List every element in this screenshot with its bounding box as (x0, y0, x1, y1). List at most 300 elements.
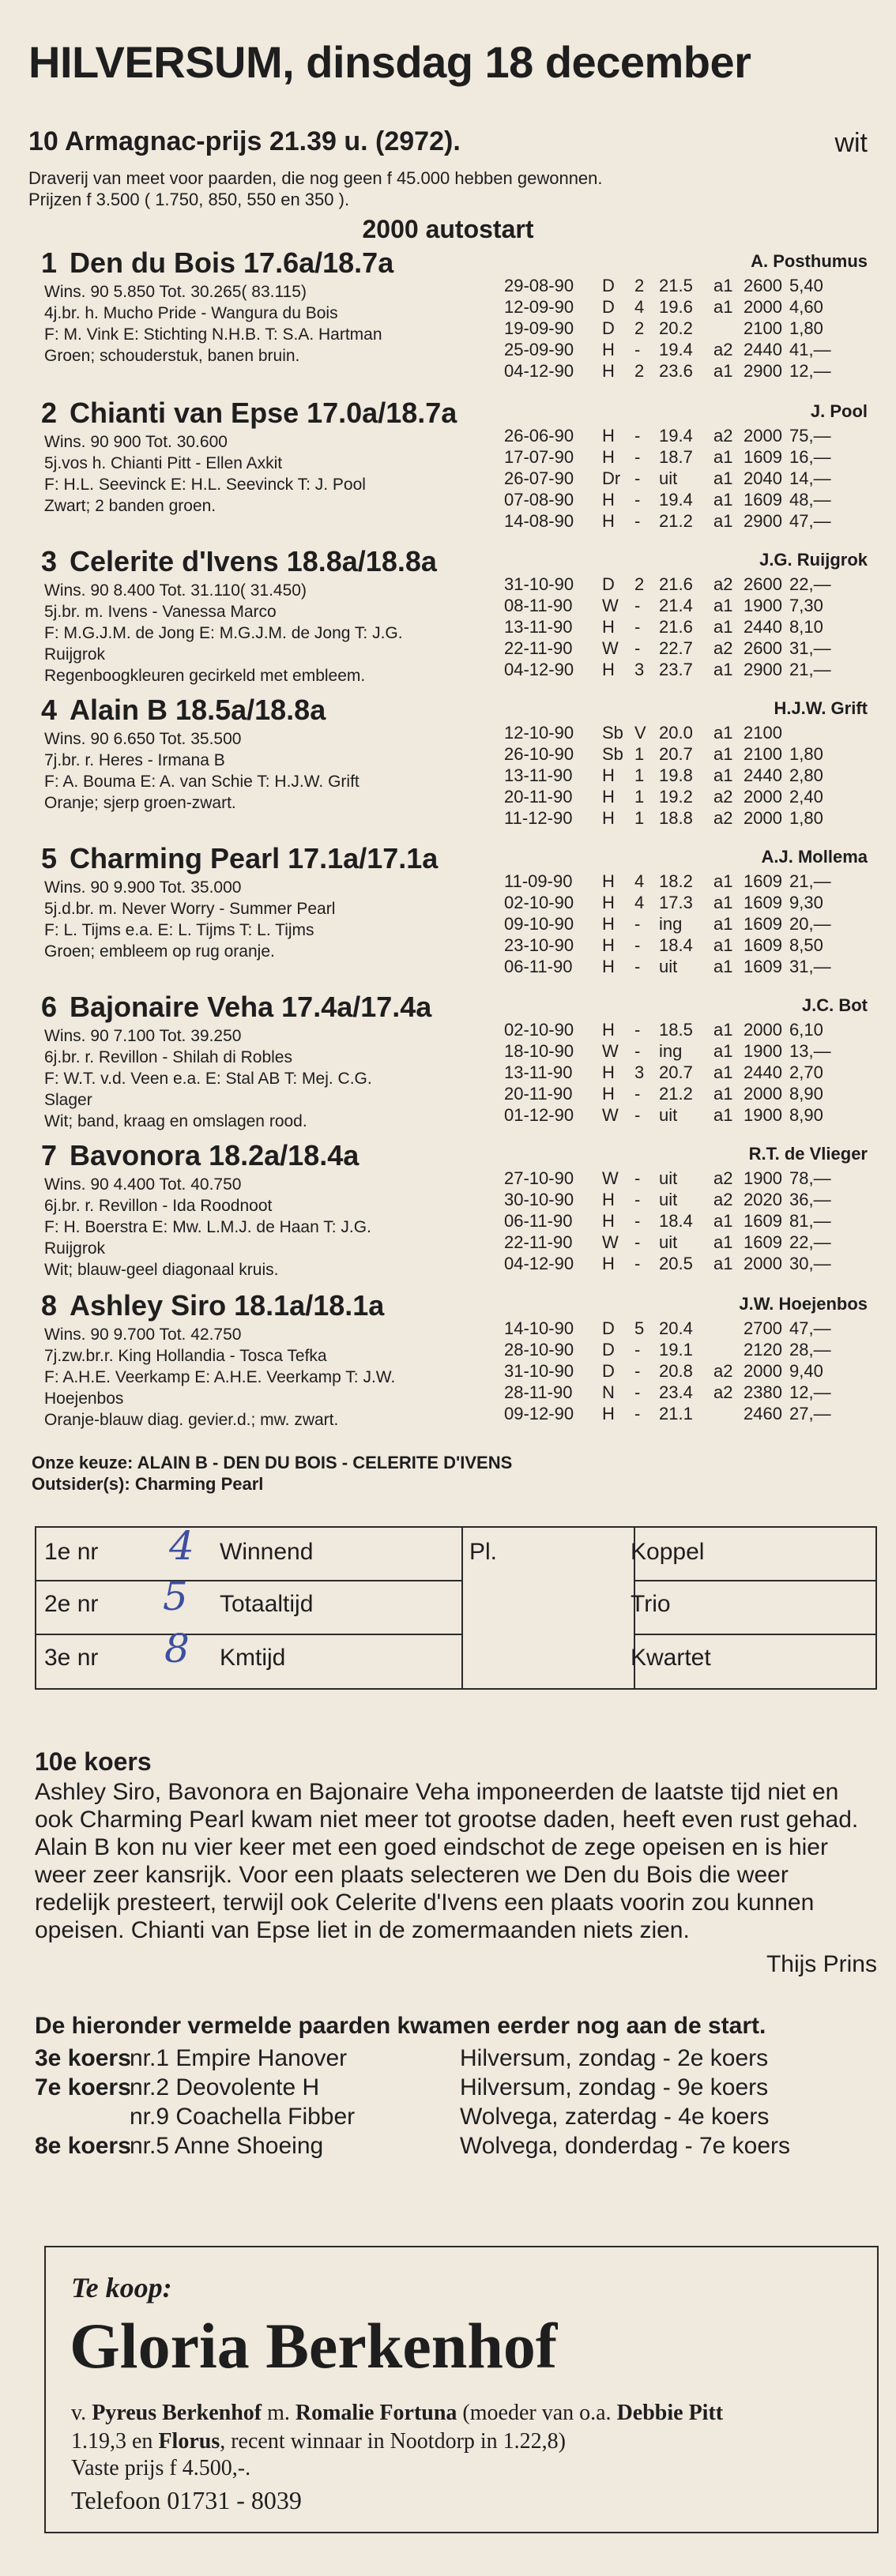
horse-info (44, 1324, 495, 1431)
horse-number: 1 (41, 246, 58, 279)
run-track: H (602, 893, 615, 912)
run-place: V (634, 723, 646, 743)
run-place: - (634, 340, 641, 359)
run-time: 20.7 (659, 1062, 693, 1082)
run-prize: 9,30 (789, 893, 823, 912)
horse-wins: Wins. 90 9.900 Tot. 35.000 (44, 878, 242, 897)
run-track: H (602, 511, 615, 531)
horse-colors: Wit; blauw-geel diagonaal kruis. (44, 1261, 279, 1279)
run-date: 18-10-90 (504, 1041, 574, 1061)
ad-sire: Pyreus Berkenhof (92, 2401, 262, 2425)
run-track: D (602, 318, 615, 338)
ad-horse-name: Gloria Berkenhof (70, 2310, 558, 2382)
horse-owner-1: F: M. Vink E: Stichting N.H.B. T: S.A. Hartman (44, 325, 382, 344)
horse-info (44, 1025, 495, 1132)
horse-breeding: 5j.vos h. Chianti Pitt - Ellen Axkit (44, 454, 283, 472)
horse-wins: Wins. 90 6.650 Tot. 35.500 (44, 730, 242, 748)
earlier-race: 7e koers (35, 2074, 131, 2100)
run-track: H (602, 787, 615, 807)
horse-info (44, 281, 495, 367)
run-date: 23-10-90 (504, 935, 574, 955)
run-date: 19-09-90 (504, 318, 574, 338)
horse-info (44, 1174, 495, 1280)
horse-owner-2: Hoejenbos (44, 1390, 124, 1408)
run-cls: a1 (713, 1020, 733, 1040)
ad-text: , recent winnaar in Nootdorp in 1.22,8) (220, 2429, 566, 2454)
horse-wins: Wins. 90 900 Tot. 30.600 (44, 433, 228, 451)
run-time: uit (659, 957, 678, 976)
run-cls: a2 (713, 1361, 733, 1381)
run-time: 20.8 (659, 1361, 693, 1381)
picks (32, 1452, 512, 1495)
run-dist: 1609 (744, 1232, 782, 1252)
run-track: H (602, 871, 615, 891)
run-place: - (634, 490, 641, 510)
run-place: 1 (634, 744, 645, 764)
run-date: 09-10-90 (504, 914, 574, 934)
run-time: 21.6 (659, 617, 693, 637)
run-prize: 5,40 (789, 276, 823, 295)
run-cls: a1 (713, 1041, 733, 1061)
run-time: 18.2 (659, 871, 693, 891)
run-track: H (602, 1020, 615, 1040)
run-date: 20-11-90 (504, 1084, 573, 1104)
run-place: 4 (634, 297, 645, 317)
run-cls: a2 (713, 426, 733, 446)
run-track: H (602, 1084, 615, 1104)
run-place: - (634, 511, 641, 531)
run-track: H (602, 447, 615, 467)
grid-divider (634, 1634, 875, 1635)
run-cls: a1 (713, 468, 733, 488)
run-place: 1 (634, 787, 645, 807)
run-place: - (634, 617, 641, 637)
run-dist: 2000 (744, 1020, 782, 1040)
run-dist: 2900 (744, 361, 782, 381)
outsider-label: Outsider(s): (32, 1474, 130, 1494)
article-heading: 10e koers (35, 1747, 152, 1776)
ad-offspring: Florus (158, 2429, 220, 2454)
grid-divider (461, 1528, 463, 1688)
run-time: ing (659, 1041, 683, 1061)
bet-type-label: Koppel (631, 1539, 705, 1565)
run-date: 01-12-90 (504, 1105, 574, 1125)
run-place: - (634, 1041, 641, 1061)
race-conditions (28, 167, 603, 210)
horse-number: 7 (41, 1139, 58, 1171)
run-place: - (634, 1382, 641, 1402)
ad-text: v. (71, 2401, 87, 2425)
run-place: - (634, 1404, 641, 1423)
run-time: 21.2 (659, 1084, 693, 1104)
run-place: - (634, 1232, 641, 1252)
run-date: 12-09-90 (504, 297, 574, 317)
run-prize: 28,— (789, 1340, 831, 1359)
run-date: 28-10-90 (504, 1340, 574, 1359)
run-date: 31-10-90 (504, 574, 574, 594)
horse-owner-1: F: A.H.E. Veerkamp E: A.H.E. Veerkamp T: J.W. (44, 1368, 396, 1386)
run-dist: 2000 (744, 808, 782, 828)
grid-divider (36, 1634, 461, 1635)
run-cls: a2 (713, 1168, 733, 1188)
run-cls: a1 (713, 723, 733, 743)
horse-name: Ashley Siro 18.1a/18.1a (70, 1289, 385, 1322)
run-time: 21.1 (659, 1404, 693, 1423)
run-dist: 2600 (744, 276, 782, 295)
earlier-starts-heading: De hieronder vermelde paarden kwamen eerder nog aan de start. (35, 2013, 766, 2039)
for-sale-advertisement (44, 2246, 879, 2533)
run-dist: 2440 (744, 617, 782, 637)
horse-owner-1: F: M.G.J.M. de Jong E: M.G.J.M. de Jong T: J.G. (44, 624, 403, 642)
run-date: 06-11-90 (504, 957, 573, 976)
run-track: H (602, 808, 615, 828)
run-dist: 2040 (744, 468, 782, 488)
run-dist: 1900 (744, 1105, 782, 1125)
horse-trainer: A. Posthumus (751, 251, 868, 271)
run-date: 04-12-90 (504, 660, 574, 679)
horse-breeding: 6j.br. r. Revillon - Ida Roodnoot (44, 1197, 273, 1215)
run-place: - (634, 957, 641, 976)
ad-price: Vaste prijs f 4.500,-. (71, 2456, 251, 2480)
run-date: 13-11-90 (504, 1062, 573, 1082)
run-track: W (602, 596, 619, 615)
run-place: - (634, 468, 641, 488)
run-cls: a1 (713, 935, 733, 955)
run-dist: 2000 (744, 297, 782, 317)
race-preview-article (35, 1747, 869, 1944)
run-date: 26-10-90 (504, 744, 574, 764)
run-prize: 36,— (789, 1190, 831, 1209)
run-date: 11-09-90 (504, 871, 573, 891)
run-date: 27-10-90 (504, 1168, 574, 1188)
run-track: H (602, 1062, 615, 1082)
run-cls: a1 (713, 1232, 733, 1252)
run-prize: 8,90 (789, 1105, 823, 1125)
run-prize: 47,— (789, 511, 831, 531)
run-prize: 27,— (789, 1404, 831, 1423)
run-cls: a1 (713, 1062, 733, 1082)
run-cls: a2 (713, 808, 733, 828)
run-time: 21.2 (659, 511, 693, 531)
horse-info (44, 877, 495, 962)
run-track: H (602, 765, 615, 785)
run-prize: 8,90 (789, 1084, 823, 1104)
horse-number: 8 (41, 1289, 58, 1322)
run-time: 18.8 (659, 808, 693, 828)
handwritten-number: 8 (164, 1626, 190, 1672)
run-prize: 1,80 (789, 744, 823, 764)
run-prize: 48,— (789, 490, 831, 510)
run-cls: a2 (713, 787, 733, 807)
run-prize: 47,— (789, 1318, 831, 1338)
run-date: 31-10-90 (504, 1361, 574, 1381)
horse-title (41, 397, 457, 430)
run-place: - (634, 1254, 641, 1273)
run-dist: 1609 (744, 914, 782, 934)
handwritten-number: 5 (163, 1574, 188, 1619)
horse-breeding: 7j.zw.br.r. King Hollandia - Tosca Tefka (44, 1347, 327, 1365)
run-track: D (602, 1318, 615, 1338)
run-time: 22.7 (659, 638, 693, 658)
run-track: W (602, 638, 619, 658)
horse-owner-1: F: A. Bouma E: A. van Schie T: H.J.W. Grift (44, 773, 360, 791)
run-date: 25-09-90 (504, 340, 574, 359)
horse-owner-1: F: L. Tijms e.a. E: L. Tijms T: L. Tijms (44, 921, 314, 939)
horse-title (41, 1289, 384, 1322)
run-dist: 2000 (744, 1361, 782, 1381)
outsider-value: Charming Pearl (134, 1474, 264, 1494)
run-date: 22-11-90 (504, 1232, 573, 1252)
horse-wins: Wins. 90 5.850 Tot. 30.265( 83.115) (44, 283, 307, 301)
run-track: Dr (602, 468, 621, 488)
run-dist: 2440 (744, 1062, 782, 1082)
horse-wins: Wins. 90 8.400 Tot. 31.110( 31.450) (44, 581, 307, 600)
run-track: H (602, 660, 615, 679)
run-time: 17.3 (659, 893, 693, 912)
run-date: 02-10-90 (504, 1020, 574, 1040)
earlier-horse: nr.5 Anne Shoeing (130, 2133, 324, 2159)
run-date: 20-11-90 (504, 787, 573, 807)
run-time: 19.1 (659, 1340, 693, 1359)
run-track: H (602, 1404, 615, 1423)
run-cls: a2 (713, 1190, 733, 1209)
run-place: - (634, 1190, 641, 1209)
run-prize: 31,— (789, 638, 831, 658)
run-place: - (634, 447, 641, 467)
ad-text: (moeder van o.a. (462, 2401, 612, 2425)
horse-number: 2 (41, 397, 58, 429)
run-dist: 2120 (744, 1340, 782, 1359)
run-dist: 2000 (744, 426, 782, 446)
run-place: 4 (634, 871, 645, 891)
run-dist: 1900 (744, 1168, 782, 1188)
earlier-race: 8e koers (35, 2133, 131, 2159)
run-track: N (602, 1382, 615, 1402)
run-dist: 2440 (744, 765, 782, 785)
run-time: 19.4 (659, 340, 693, 359)
run-prize: 8,10 (789, 617, 823, 637)
bet-type-label: Kmtijd (220, 1645, 286, 1671)
horse-trainer: J.W. Hoejenbos (739, 1294, 868, 1314)
run-time: 20.5 (659, 1254, 693, 1273)
grid-row-label: 2e nr (44, 1591, 99, 1617)
run-prize: 22,— (789, 574, 831, 594)
run-time: 23.7 (659, 660, 693, 679)
run-time: uit (659, 468, 678, 488)
run-dist: 1900 (744, 1041, 782, 1061)
ad-pedigree-line (71, 2401, 723, 2426)
run-time: 19.8 (659, 765, 693, 785)
start-type: 2000 autostart (362, 215, 534, 243)
run-dist: 2000 (744, 1254, 782, 1273)
article-author: Thijs Prins (766, 1951, 877, 1977)
horse-number: 4 (41, 694, 58, 726)
run-time: 21.4 (659, 596, 693, 615)
run-date: 12-10-90 (504, 723, 574, 743)
run-time: 19.4 (659, 490, 693, 510)
horse-wins: Wins. 90 4.400 Tot. 40.750 (44, 1175, 242, 1194)
run-date: 13-11-90 (504, 617, 573, 637)
run-time: 19.6 (659, 297, 693, 317)
run-place: - (634, 1361, 641, 1381)
place-label: Pl. (469, 1539, 498, 1565)
horse-owner-2: Slager (44, 1091, 92, 1109)
keuze-value: ALAIN B - DEN DU BOIS - CELERITE D'IVENS (137, 1453, 513, 1472)
run-cls: a1 (713, 893, 733, 912)
run-prize: 6,10 (789, 1020, 823, 1040)
run-cls: a1 (713, 1254, 733, 1273)
run-cls: a1 (713, 957, 733, 976)
run-track: Sb (602, 723, 623, 743)
race-heading: 10 Armagnac-prijs 21.39 u. (2972). (28, 126, 461, 156)
earlier-horse: nr.1 Empire Hanover (130, 2045, 348, 2071)
run-track: D (602, 574, 615, 594)
run-date: 04-12-90 (504, 1254, 574, 1273)
run-cls: a2 (713, 574, 733, 594)
handwritten-number: 4 (169, 1523, 194, 1569)
run-cls: a1 (713, 1105, 733, 1125)
run-prize: 14,— (789, 468, 831, 488)
run-time: 18.7 (659, 447, 693, 467)
run-cls: a1 (713, 1084, 733, 1104)
run-cls: a1 (713, 871, 733, 891)
run-time: 20.0 (659, 723, 693, 743)
run-dist: 2100 (744, 723, 782, 743)
run-place: 3 (634, 1062, 645, 1082)
run-time: 23.4 (659, 1382, 693, 1402)
run-time: uit (659, 1190, 678, 1209)
run-cls: a2 (713, 638, 733, 658)
run-date: 26-06-90 (504, 426, 574, 446)
run-time: uit (659, 1232, 678, 1252)
run-place: - (634, 638, 641, 658)
run-dist: 1609 (744, 893, 782, 912)
run-prize: 30,— (789, 1254, 831, 1273)
keuze-label: Onze keuze: (32, 1453, 134, 1472)
run-place: - (634, 596, 641, 615)
run-dist: 2100 (744, 744, 782, 764)
horse-owner-1: F: H. Boerstra E: Mw. L.M.J. de Haan T: J.G. (44, 1218, 371, 1236)
ad-label: Te koop: (71, 2272, 172, 2303)
run-dist: 2700 (744, 1318, 782, 1338)
run-dist: 1900 (744, 596, 782, 615)
run-prize: 12,— (789, 1382, 831, 1402)
run-prize: 21,— (789, 660, 831, 679)
run-dist: 2000 (744, 787, 782, 807)
run-place: - (634, 1340, 641, 1359)
horse-trainer: J.G. Ruijgrok (759, 550, 868, 570)
run-prize: 78,— (789, 1168, 831, 1188)
horse-name: Bavonora 18.2a/18.4a (70, 1139, 360, 1171)
run-track: H (602, 1211, 615, 1231)
run-cls: a1 (713, 511, 733, 531)
run-prize: 9,40 (789, 1361, 823, 1381)
run-track: W (602, 1105, 619, 1125)
horse-title (41, 991, 431, 1024)
horse-wins: Wins. 90 9.700 Tot. 42.750 (44, 1326, 242, 1344)
run-track: Sb (602, 744, 623, 764)
earlier-place: Hilversum, zondag - 9e koers (460, 2074, 769, 2100)
run-cls: a1 (713, 617, 733, 637)
horse-owner-1: F: H.L. Seevinck E: H.L. Seevinck T: J. Pool (44, 476, 366, 494)
run-prize: 1,80 (789, 318, 823, 338)
run-dist: 2600 (744, 638, 782, 658)
run-place: - (634, 914, 641, 934)
run-place: 1 (634, 765, 645, 785)
run-prize: 31,— (789, 957, 831, 976)
run-prize: 21,— (789, 871, 831, 891)
run-date: 13-11-90 (504, 765, 573, 785)
grid-divider (36, 1580, 461, 1581)
run-dist: 2600 (744, 574, 782, 594)
run-date: 30-10-90 (504, 1190, 574, 1209)
run-dist: 2000 (744, 1084, 782, 1104)
run-track: D (602, 276, 615, 295)
run-cls: a2 (713, 1382, 733, 1402)
horse-name: Chianti van Epse 17.0a/18.7a (70, 397, 457, 429)
earlier-place: Wolvega, donderdag - 7e koers (460, 2133, 791, 2159)
run-place: 5 (634, 1318, 645, 1338)
run-prize: 16,— (789, 447, 831, 467)
run-dist: 2380 (744, 1382, 782, 1402)
run-place: 2 (634, 361, 645, 381)
race-color-label: wit (834, 128, 868, 158)
run-prize: 13,— (789, 1041, 831, 1061)
run-cls: a1 (713, 1211, 733, 1231)
horse-number: 6 (41, 991, 58, 1023)
run-time: 19.2 (659, 787, 693, 807)
run-cls: a1 (713, 744, 733, 764)
horse-colors: Groen; embleem op rug oranje. (44, 942, 275, 961)
run-time: 21.6 (659, 574, 693, 594)
run-track: H (602, 914, 615, 934)
run-track: H (602, 361, 615, 381)
horse-number: 5 (41, 842, 58, 874)
run-track: H (602, 1190, 615, 1209)
ad-text: 1.19,3 en (71, 2429, 153, 2454)
run-cls: a1 (713, 914, 733, 934)
run-prize: 2,80 (789, 765, 823, 785)
run-cls: a1 (713, 660, 733, 679)
run-dist: 1609 (744, 957, 782, 976)
run-prize: 7,30 (789, 596, 823, 615)
run-place: 2 (634, 574, 645, 594)
run-date: 29-08-90 (504, 276, 574, 295)
run-track: H (602, 426, 615, 446)
ad-phone: Telefoon 01731 - 8039 (71, 2486, 302, 2514)
run-track: H (602, 957, 615, 976)
run-time: 23.6 (659, 361, 693, 381)
bet-type-label: Trio (631, 1591, 671, 1617)
run-place: - (634, 1105, 641, 1125)
run-dist: 2020 (744, 1190, 782, 1209)
run-dist: 2440 (744, 340, 782, 359)
run-track: D (602, 1361, 615, 1381)
horse-trainer: R.T. de Vlieger (748, 1144, 868, 1164)
horse-name: Charming Pearl 17.1a/17.1a (70, 842, 439, 874)
horse-info (44, 580, 495, 686)
grid-row-label: 1e nr (44, 1539, 99, 1565)
run-date: 09-12-90 (504, 1404, 574, 1423)
run-dist: 1609 (744, 935, 782, 955)
run-cls: a2 (713, 340, 733, 359)
run-cls: a1 (713, 361, 733, 381)
run-place: - (634, 1020, 641, 1040)
run-cls: a1 (713, 297, 733, 317)
earlier-horse: nr.9 Coachella Fibber (130, 2104, 356, 2130)
run-place: - (634, 1211, 641, 1231)
horse-name: Den du Bois 17.6a/18.7a (70, 246, 394, 279)
